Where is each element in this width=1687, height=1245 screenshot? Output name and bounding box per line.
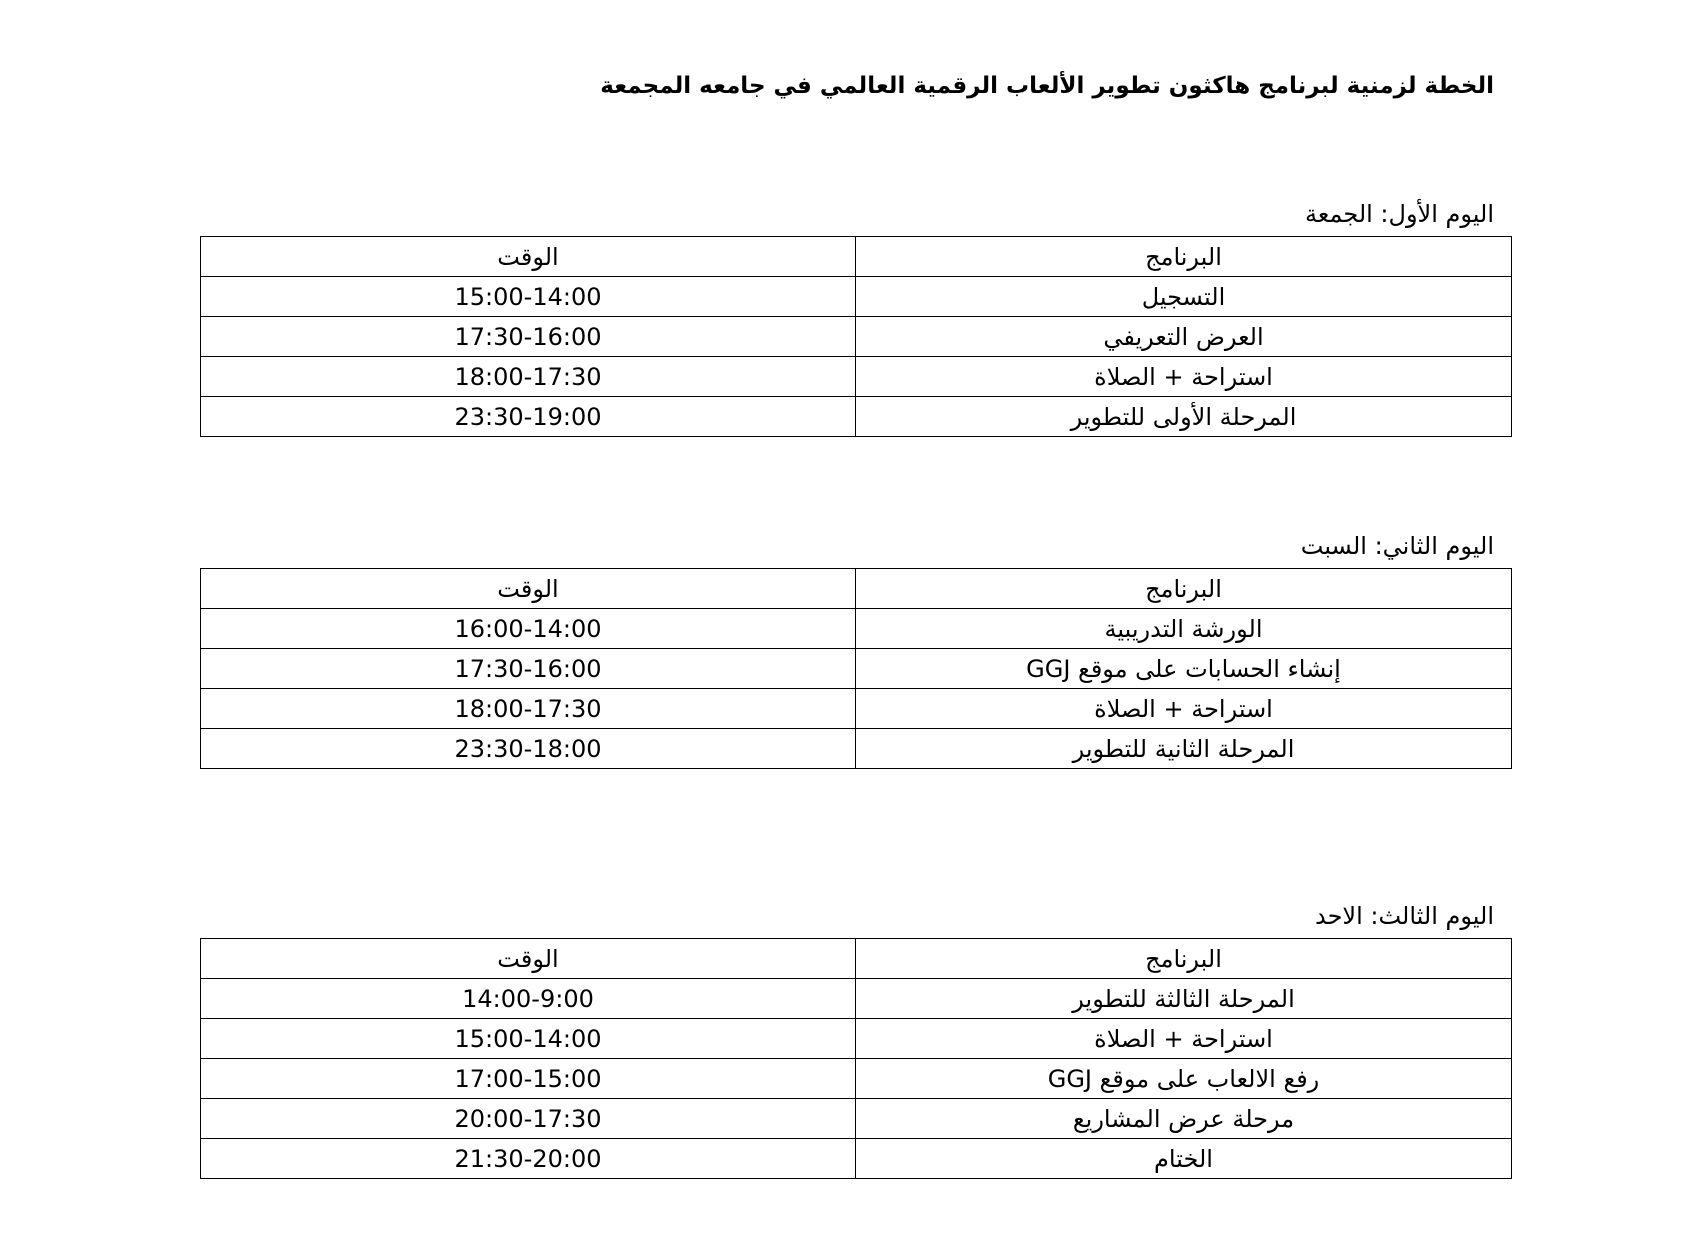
table-header-row — [201, 939, 1512, 979]
table-row — [201, 277, 1512, 317]
table-header-row — [201, 569, 1512, 609]
program-cell: إنشاء الحسابات على موقع GGJ — [856, 649, 1512, 689]
program-column-header: البرنامج — [856, 237, 1512, 277]
day-2-schedule-table — [200, 568, 1512, 769]
time-cell: 23:30-19:00 — [201, 397, 856, 437]
time-cell: 20:00-17:30 — [201, 1099, 856, 1139]
day-3-label: اليوم الثالث: الاحد — [1314, 902, 1494, 930]
program-cell: رفع الالعاب على موقع GGJ — [856, 1059, 1512, 1099]
program-cell: استراحة + الصلاة — [856, 689, 1512, 729]
time-cell: 15:00-14:00 — [201, 277, 856, 317]
table-row — [201, 397, 1512, 437]
time-cell: 17:00-15:00 — [201, 1059, 856, 1099]
table-row — [201, 649, 1512, 689]
time-cell: 16:00-14:00 — [201, 609, 856, 649]
program-cell: استراحة + الصلاة — [856, 357, 1512, 397]
program-column-header: البرنامج — [856, 569, 1512, 609]
table-row — [201, 729, 1512, 769]
program-cell: الورشة التدريبية — [856, 609, 1512, 649]
time-column-header: الوقت — [201, 939, 856, 979]
table-row — [201, 317, 1512, 357]
table-header-row — [201, 237, 1512, 277]
table-row — [201, 1139, 1512, 1179]
program-cell: مرحلة عرض المشاريع — [856, 1099, 1512, 1139]
table-row — [201, 979, 1512, 1019]
time-cell: 17:30-16:00 — [201, 649, 856, 689]
program-cell: الختام — [856, 1139, 1512, 1179]
table-row — [201, 1019, 1512, 1059]
table-row — [201, 689, 1512, 729]
time-cell: 17:30-16:00 — [201, 317, 856, 357]
time-column-header: الوقت — [201, 237, 856, 277]
program-cell: العرض التعريفي — [856, 317, 1512, 357]
program-cell: استراحة + الصلاة — [856, 1019, 1512, 1059]
day-1-schedule-table — [200, 236, 1512, 437]
page-title: الخطة لزمنية لبرنامج هاكثون تطوير الألعاب الرقمية العالمي في جامعه المجمعة — [600, 73, 1494, 99]
program-cell: المرحلة الأولى للتطوير — [856, 397, 1512, 437]
time-cell: 15:00-14:00 — [201, 1019, 856, 1059]
time-cell: 14:00-9:00 — [201, 979, 856, 1019]
day-2-label: اليوم الثاني: السبت — [1300, 532, 1494, 560]
time-column-header: الوقت — [201, 569, 856, 609]
program-cell: المرحلة الثالثة للتطوير — [856, 979, 1512, 1019]
time-cell: 18:00-17:30 — [201, 357, 856, 397]
time-cell: 23:30-18:00 — [201, 729, 856, 769]
table-row — [201, 1059, 1512, 1099]
table-row — [201, 609, 1512, 649]
day-1-label: اليوم الأول: الجمعة — [1305, 200, 1494, 228]
program-cell: التسجيل — [856, 277, 1512, 317]
table-row — [201, 1099, 1512, 1139]
table-row — [201, 357, 1512, 397]
time-cell: 21:30-20:00 — [201, 1139, 856, 1179]
program-column-header: البرنامج — [856, 939, 1512, 979]
day-3-schedule-table — [200, 938, 1512, 1179]
program-cell: المرحلة الثانية للتطوير — [856, 729, 1512, 769]
time-cell: 18:00-17:30 — [201, 689, 856, 729]
